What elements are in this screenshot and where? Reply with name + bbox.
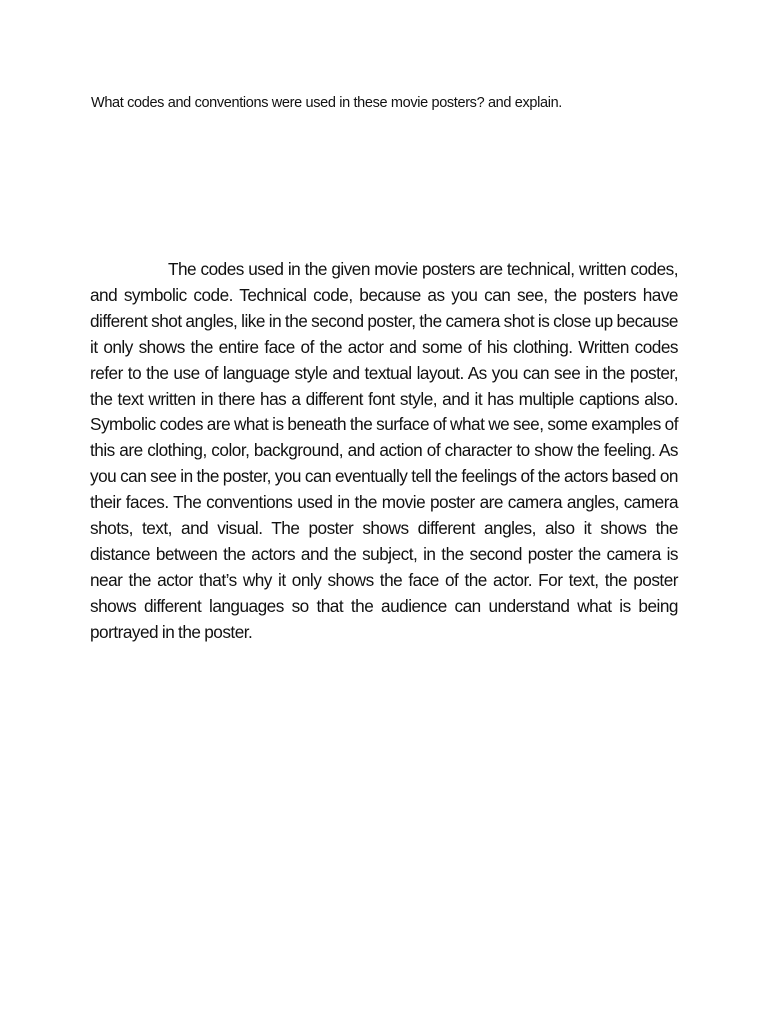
question-text: What codes and conventions were used in these movie posters? and explain. — [91, 95, 562, 111]
answer-paragraph: The codes used in the given movie posters are technical, written codes, and symbolic code. Technical code, because as you can see, the posters have different shot angles, like in the second poster, the camera shot is close up because it only shows the entire face of the actor and some of his clothing. Written codes refer to the use of language style and textual layout. As you can see in the poster, the text written in there has a different font style, and it has multiple captions also. Symbolic codes are what is beneath the surface of what we see, some examples of this are clothing, color, background, and action of character to show the feeling. As you can see in the poster, you can eventually tell the feelings of the actors based on their faces. The conventions used in the movie poster are camera angles, camera shots, text, and visual. The poster shows different angles, also it shows the distance between the actors and the subject, in the second poster the camera is near the actor that’s why it only shows the face of the actor. For text, the poster shows different languages so that the audience can understand what is being portrayed in the poster. — [90, 259, 678, 642]
